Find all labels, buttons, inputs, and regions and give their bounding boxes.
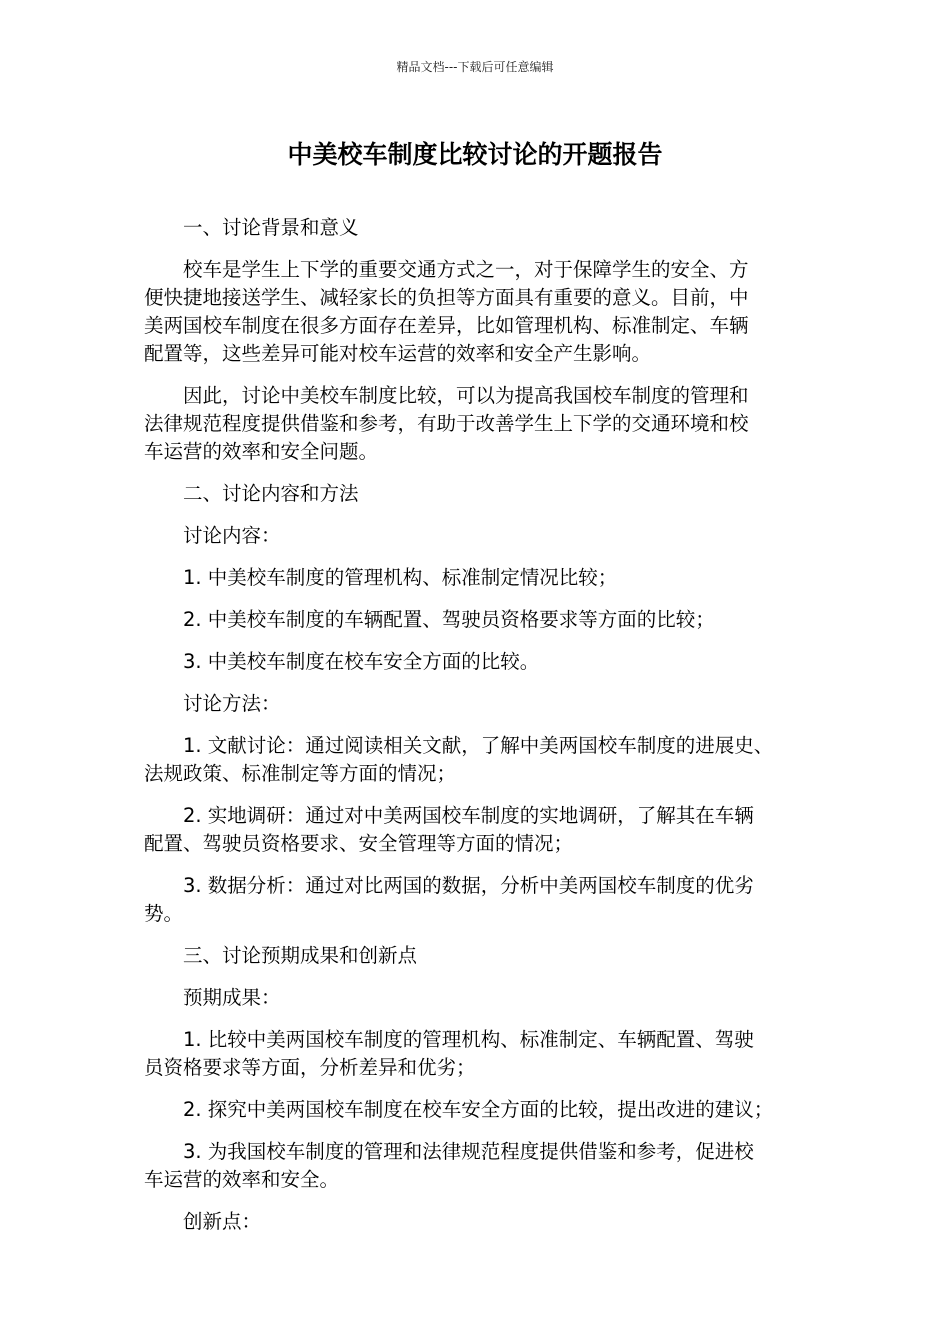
- paragraph: [144, 732, 808, 788]
- paragraph: [144, 942, 808, 970]
- paragraph-line: 美两国校车制度在很多方面存在差异，比如管理机构、标准制定、车辆: [144, 314, 749, 337]
- paragraph-line: 车运营的效率和安全问题。: [144, 440, 379, 463]
- paragraph: [144, 984, 808, 1012]
- paragraph-line: 因此，讨论中美校车制度比较，可以为提高我国校车制度的管理和: [183, 384, 749, 407]
- paragraph: [144, 1208, 808, 1236]
- paragraph: [144, 480, 808, 508]
- paragraph: [144, 564, 808, 592]
- paragraph-line: 车运营的效率和安全。: [144, 1168, 340, 1191]
- paragraph: [144, 1096, 808, 1124]
- document-body: [144, 214, 808, 1250]
- paragraph: [144, 382, 808, 466]
- paragraph: [144, 522, 808, 550]
- paragraph-line: 三、讨论预期成果和创新点: [183, 944, 418, 967]
- paragraph: [144, 214, 808, 242]
- paragraph-line: 1. 比较中美两国校车制度的管理机构、标准制定、车辆配置、驾驶: [183, 1028, 754, 1051]
- paragraph: [144, 256, 808, 368]
- paragraph-line: 预期成果：: [183, 986, 281, 1009]
- paragraph: [144, 606, 808, 634]
- paragraph: [144, 648, 808, 676]
- paragraph-line: 1. 文献讨论：通过阅读相关文献，了解中美两国校车制度的进展史、: [183, 734, 774, 757]
- paragraph-line: 2. 探究中美两国校车制度在校车安全方面的比较，提出改进的建议；: [183, 1098, 774, 1121]
- paragraph-line: 势。: [144, 902, 184, 925]
- paragraph-line: 配置等，这些差异可能对校车运营的效率和安全产生影响。: [144, 342, 652, 365]
- paragraph-line: 配置、驾驶员资格要求、安全管理等方面的情况；: [144, 832, 574, 855]
- paragraph-line: 一、讨论背景和意义: [183, 216, 359, 239]
- paragraph-line: 2. 中美校车制度的车辆配置、驾驶员资格要求等方面的比较；: [183, 608, 715, 631]
- paragraph: [144, 1026, 808, 1082]
- paragraph-line: 3. 为我国校车制度的管理和法律规范程度提供借鉴和参考，促进校: [183, 1140, 754, 1163]
- paragraph-line: 校车是学生上下学的重要交通方式之一，对于保障学生的安全、方: [183, 258, 749, 281]
- paragraph-line: 3. 数据分析：通过对比两国的数据，分析中美两国校车制度的优劣: [183, 874, 754, 897]
- document-title: 中美校车制度比较讨论的开题报告: [287, 140, 663, 169]
- page-header-note: 精品文档---下载后可任意编辑: [396, 60, 554, 74]
- paragraph-line: 二、讨论内容和方法: [183, 482, 359, 505]
- paragraph-line: 1. 中美校车制度的管理机构、标准制定情况比较；: [183, 566, 618, 589]
- paragraph-line: 创新点：: [183, 1210, 262, 1233]
- paragraph-line: 员资格要求等方面，分析差异和优劣；: [144, 1056, 476, 1079]
- paragraph: [144, 1138, 808, 1194]
- paragraph: [144, 872, 808, 928]
- paragraph-line: 讨论方法：: [183, 692, 281, 715]
- paragraph-line: 讨论内容：: [183, 524, 281, 547]
- paragraph-line: 2. 实地调研：通过对中美两国校车制度的实地调研，了解其在车辆: [183, 804, 754, 827]
- paragraph-line: 3. 中美校车制度在校车安全方面的比较。: [183, 650, 540, 673]
- paragraph-line: 便快捷地接送学生、减轻家长的负担等方面具有重要的意义。目前，中: [144, 286, 749, 309]
- paragraph: [144, 802, 808, 858]
- paragraph: [144, 690, 808, 718]
- paragraph-line: 法律规范程度提供借鉴和参考，有助于改善学生上下学的交通环境和校: [144, 412, 749, 435]
- paragraph-line: 法规政策、标准制定等方面的情况；: [144, 762, 457, 785]
